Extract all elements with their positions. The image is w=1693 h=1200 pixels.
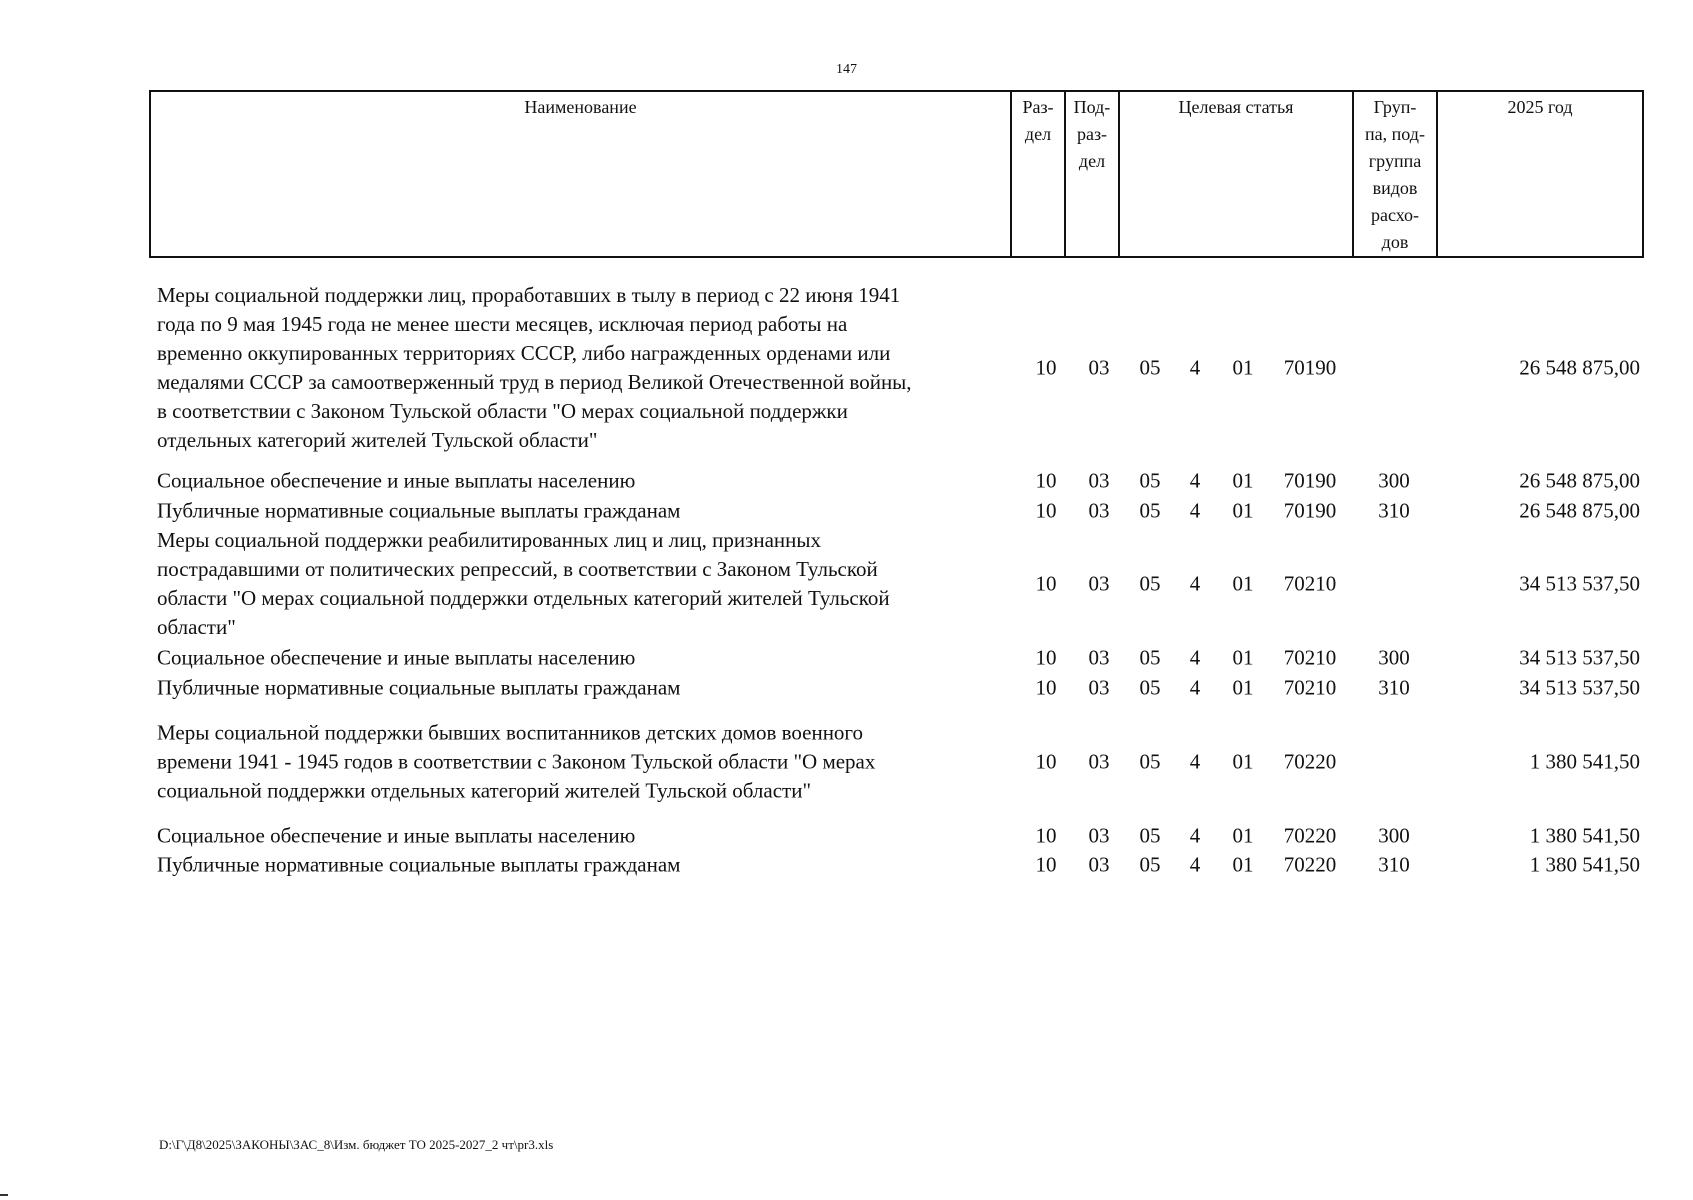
- cell-podrazdel: 03: [1088, 468, 1110, 493]
- cell-t1: 05: [1139, 468, 1161, 493]
- cell-t2: 4: [1189, 852, 1201, 877]
- cell-amount: 34 513 537,50: [1519, 571, 1640, 596]
- cell-t1: 05: [1139, 823, 1161, 848]
- cell-t1: 05: [1139, 498, 1161, 523]
- row-name: [157, 526, 1017, 642]
- header-group-line: расхо-: [1370, 205, 1420, 225]
- row-name-line: пострадавшими от политических репрессий, в соответствии с Законом Тульской: [157, 557, 878, 581]
- cell-group: 300: [1378, 468, 1410, 493]
- cell-t4: 70220: [1283, 749, 1337, 774]
- row-name: [157, 851, 1017, 880]
- cell-t3: 01: [1232, 675, 1254, 700]
- header-podrazdel-line: раз-: [1076, 124, 1108, 144]
- cell-t4: 70190: [1283, 498, 1337, 523]
- row-name-line: социальной поддержки отдельных категорий жителей Тульской области": [157, 778, 812, 803]
- header-name: [151, 92, 1010, 256]
- row-name-line: Меры социальной поддержки реабилитированных лиц и лиц, признанных: [157, 528, 822, 552]
- row-name-line: области": [157, 615, 236, 639]
- cell-t2: 4: [1189, 355, 1201, 380]
- cell-t3: 01: [1232, 852, 1254, 877]
- table-header: [149, 90, 1644, 258]
- cell-t1: 05: [1139, 571, 1161, 596]
- cell-t2: 4: [1189, 749, 1201, 774]
- row-name: [157, 644, 1017, 673]
- cell-t3: 01: [1232, 498, 1254, 523]
- cell-razdel: 10: [1035, 468, 1057, 493]
- header-group-line: группа: [1368, 151, 1422, 171]
- row-name-line: Публичные нормативные социальные выплаты гражданам: [157, 852, 681, 877]
- cell-amount: 26 548 875,00: [1519, 468, 1640, 493]
- cell-razdel: 10: [1035, 645, 1057, 670]
- cell-amount: 34 513 537,50: [1519, 675, 1640, 700]
- page-number: 147: [836, 62, 857, 77]
- cell-t1: 05: [1139, 852, 1161, 877]
- header-podrazdel: [1064, 92, 1118, 256]
- row-name-line: Социальное обеспечение и иные выплаты населению: [157, 645, 636, 670]
- row-name-line: Меры социальной поддержки лиц, проработавших в тылу в период с 22 июня 1941: [157, 283, 901, 307]
- cell-t1: 05: [1139, 675, 1161, 700]
- cell-podrazdel: 03: [1088, 823, 1110, 848]
- cell-t1: 05: [1139, 645, 1161, 670]
- cell-razdel: 10: [1035, 675, 1057, 700]
- cell-podrazdel: 03: [1088, 355, 1110, 380]
- header-group-line: видов: [1372, 178, 1418, 198]
- cell-amount: 26 548 875,00: [1519, 498, 1640, 523]
- header-name-label: Наименование: [524, 97, 637, 117]
- row-name-line: Публичные нормативные социальные выплаты гражданам: [157, 498, 681, 523]
- cell-t1: 05: [1139, 355, 1161, 380]
- cell-podrazdel: 03: [1088, 675, 1110, 700]
- row-name-line: медалями СССР за самоотверженный труд в период Великой Отечественной войны,: [157, 370, 912, 394]
- cell-podrazdel: 03: [1088, 749, 1110, 774]
- header-group-line: дов: [1381, 232, 1409, 252]
- cell-razdel: 10: [1035, 749, 1057, 774]
- cell-razdel: 10: [1035, 571, 1057, 596]
- header-razdel-line: Раз-: [1022, 97, 1054, 117]
- row-name: [157, 674, 1017, 703]
- cell-podrazdel: 03: [1088, 852, 1110, 877]
- header-target-label: Целевая статья: [1178, 97, 1294, 117]
- cell-razdel: 10: [1035, 498, 1057, 523]
- row-name-line: Меры социальной поддержки бывших воспитанников детских домов военного: [157, 720, 864, 745]
- row-name-line: области "О мерах социальной поддержки отдельных категорий жителей Тульской: [157, 586, 890, 610]
- row-name-line: Социальное обеспечение и иные выплаты населению: [157, 823, 636, 848]
- footer-file-path: D:\Г\Д8\2025\ЗАКОНЫ\ЗАС_8\Изм. бюджет ТО 2025-2027_2 чт\pr3.xls: [159, 1137, 554, 1152]
- cell-t1: 05: [1139, 749, 1161, 774]
- cell-t4: 70190: [1283, 355, 1337, 380]
- cell-group: 300: [1378, 823, 1410, 848]
- header-year-label: 2025 год: [1507, 97, 1573, 117]
- cell-podrazdel: 03: [1088, 498, 1110, 523]
- cell-t3: 01: [1232, 355, 1254, 380]
- header-year: [1436, 92, 1642, 256]
- row-name-line: года по 9 мая 1945 года не менее шести месяцев, исключая период работы на: [157, 312, 848, 336]
- header-razdel-line: дел: [1024, 124, 1052, 144]
- cell-group: 310: [1378, 498, 1410, 523]
- cell-t2: 4: [1189, 498, 1201, 523]
- header-group: [1352, 92, 1436, 256]
- cell-amount: 1 380 541,50: [1529, 823, 1640, 848]
- cell-podrazdel: 03: [1088, 645, 1110, 670]
- cell-t4: 70220: [1283, 823, 1337, 848]
- cell-razdel: 10: [1035, 852, 1057, 877]
- row-name-line: отдельных категорий жителей Тульской области": [157, 428, 598, 452]
- cell-group: 310: [1378, 675, 1410, 700]
- cell-amount: 26 548 875,00: [1519, 355, 1640, 380]
- header-group-line: Груп-: [1373, 97, 1417, 117]
- row-name: [157, 719, 1017, 806]
- cell-t4: 70210: [1283, 571, 1337, 596]
- cell-t3: 01: [1232, 823, 1254, 848]
- cell-t2: 4: [1189, 468, 1201, 493]
- cell-amount: 1 380 541,50: [1529, 852, 1640, 877]
- row-name: [157, 467, 1017, 496]
- row-name: [157, 281, 1017, 455]
- cell-t2: 4: [1189, 571, 1201, 596]
- cell-t2: 4: [1189, 645, 1201, 670]
- cell-podrazdel: 03: [1088, 571, 1110, 596]
- cell-group: 310: [1378, 852, 1410, 877]
- cell-amount: 34 513 537,50: [1519, 645, 1640, 670]
- header-podrazdel-line: дел: [1078, 151, 1106, 171]
- row-name-line: временно оккупированных территориях СССР, либо награжденных орденами или: [157, 341, 891, 365]
- page-corner-mark: [0, 1194, 8, 1196]
- cell-group: 300: [1378, 645, 1410, 670]
- cell-t4: 70210: [1283, 645, 1337, 670]
- row-name: [157, 497, 1017, 526]
- cell-amount: 1 380 541,50: [1529, 749, 1640, 774]
- cell-t4: 70190: [1283, 468, 1337, 493]
- row-name-line: Социальное обеспечение и иные выплаты населению: [157, 468, 636, 493]
- header-podrazdel-line: Под-: [1073, 97, 1111, 117]
- cell-t4: 70220: [1283, 852, 1337, 877]
- cell-t3: 01: [1232, 749, 1254, 774]
- row-name-line: в соответствии с Законом Тульской области "О мерах социальной поддержки: [157, 399, 848, 423]
- cell-razdel: 10: [1035, 355, 1057, 380]
- row-name-line: времени 1941 - 1945 годов в соответствии с Законом Тульской области "О мерах: [157, 749, 876, 774]
- header-razdel: [1010, 92, 1064, 256]
- row-name-line: Публичные нормативные социальные выплаты гражданам: [157, 675, 681, 700]
- cell-razdel: 10: [1035, 823, 1057, 848]
- header-target: [1118, 92, 1352, 256]
- cell-t3: 01: [1232, 571, 1254, 596]
- cell-t2: 4: [1189, 675, 1201, 700]
- header-group-line: па, под-: [1365, 124, 1425, 144]
- cell-t4: 70210: [1283, 675, 1337, 700]
- cell-t3: 01: [1232, 468, 1254, 493]
- cell-t3: 01: [1232, 645, 1254, 670]
- row-name: [157, 822, 1017, 851]
- cell-t2: 4: [1189, 823, 1201, 848]
